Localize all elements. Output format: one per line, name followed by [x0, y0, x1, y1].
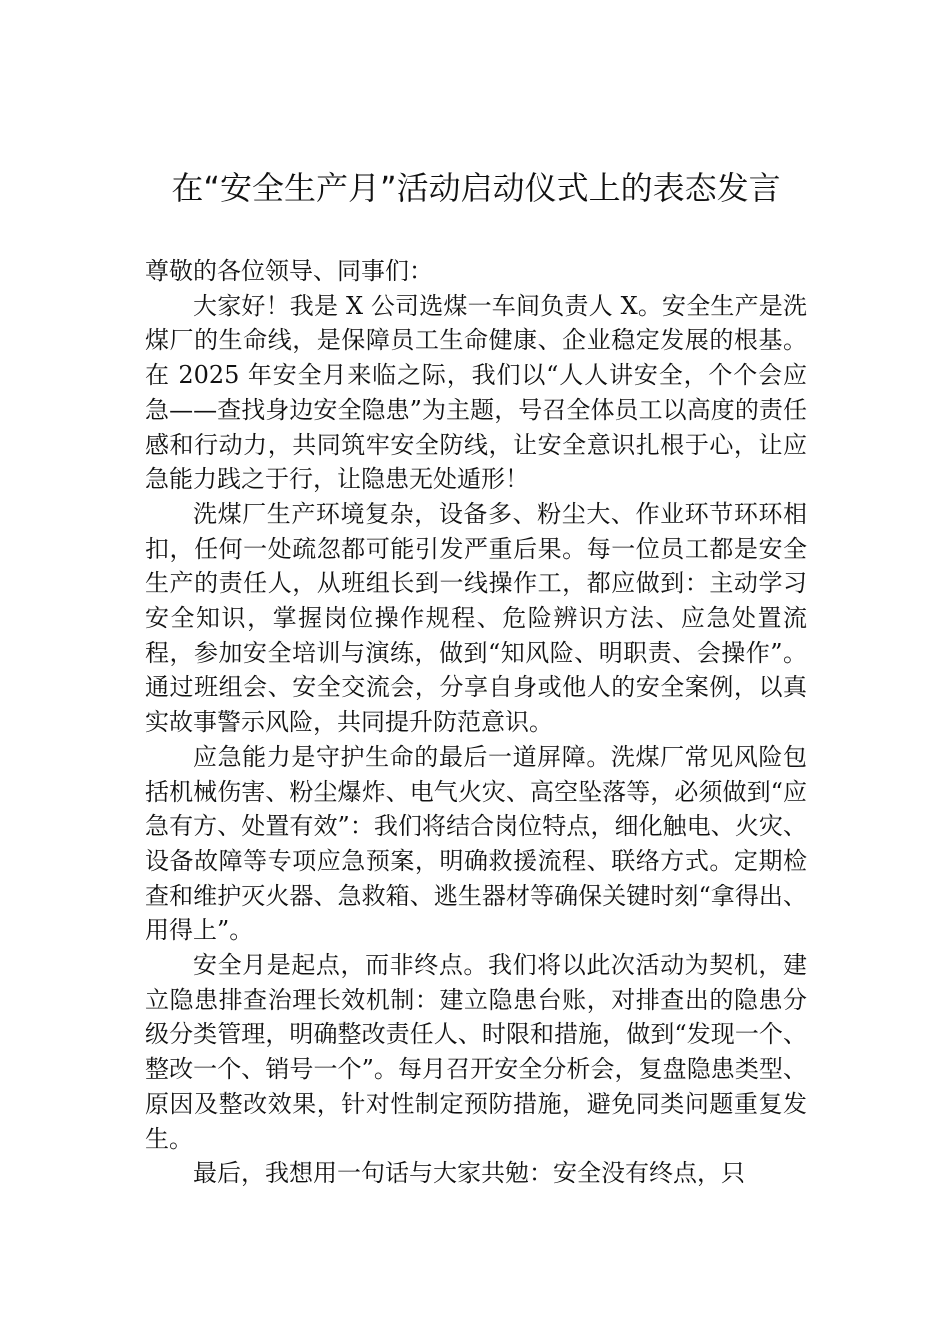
- salutation: 尊敬的各位领导、同事们：: [145, 257, 433, 285]
- document-body: [145, 254, 807, 1191]
- paragraph-emergency: 应急能力是守护生命的最后一道屏障。洗煤厂常见风险包括机械伤害、粉尘爆炸、电气火灾、高空坠落等，必须做到“应急有方、处置有效”：我们将结合岗位特点，细化触电、火灾、设备故障等专项应急预案，明确救援流程、联络方式。定期检查和维护灭火器、急救箱、逃生器材等确保关键时刻“拿得出、用得上”。: [145, 742, 807, 945]
- paragraph-greeting: 大家好！我是 X 公司选煤一车间负责人 X。安全生产是洗煤厂的生命线，是保障员工生命健康、企业稳定发展的根基。在 2025 年安全月来临之际，我们以“人人讲安全，个个会应急——查找身边安全隐患”为主题，号召全体员工以高度的责任感和行动力，共同筑牢安全防线，让安全意识扎根于心，让应急能力践之于行，让隐患无处遁形！: [145, 291, 807, 494]
- paragraph-responsibility: 洗煤厂生产环境复杂，设备多、粉尘大、作业环节环环相扣，任何一处疏忽都可能引发严重后果。每一位员工都是安全生产的责任人，从班组长到一线操作工，都应做到：主动学习安全知识，掌握岗位操作规程、危险辨识方法、应急处置流程，参加安全培训与演练，做到“知风险、明职责、会操作”。通过班组会、安全交流会，分享自身或他人的安全案例，以真实故事警示风险，共同提升防范意识。: [145, 499, 807, 737]
- paragraph-closing: 最后，我想用一句话与大家共勉：安全没有终点，只: [193, 1159, 745, 1188]
- paragraph-mechanism: 安全月是起点，而非终点。我们将以此次活动为契机，建立隐患排查治理长效机制：建立隐患台账，对排查出的隐患分级分类管理，明确整改责任人、时限和措施，做到“发现一个、整改一个、销号一个”。每月召开安全分析会，复盘隐患类型、原因及整改效果，针对性制定预防措施，避免同类问题重复发生。: [145, 951, 807, 1153]
- document-title: 在“安全生产月”活动启动仪式上的表态发言: [171, 169, 781, 207]
